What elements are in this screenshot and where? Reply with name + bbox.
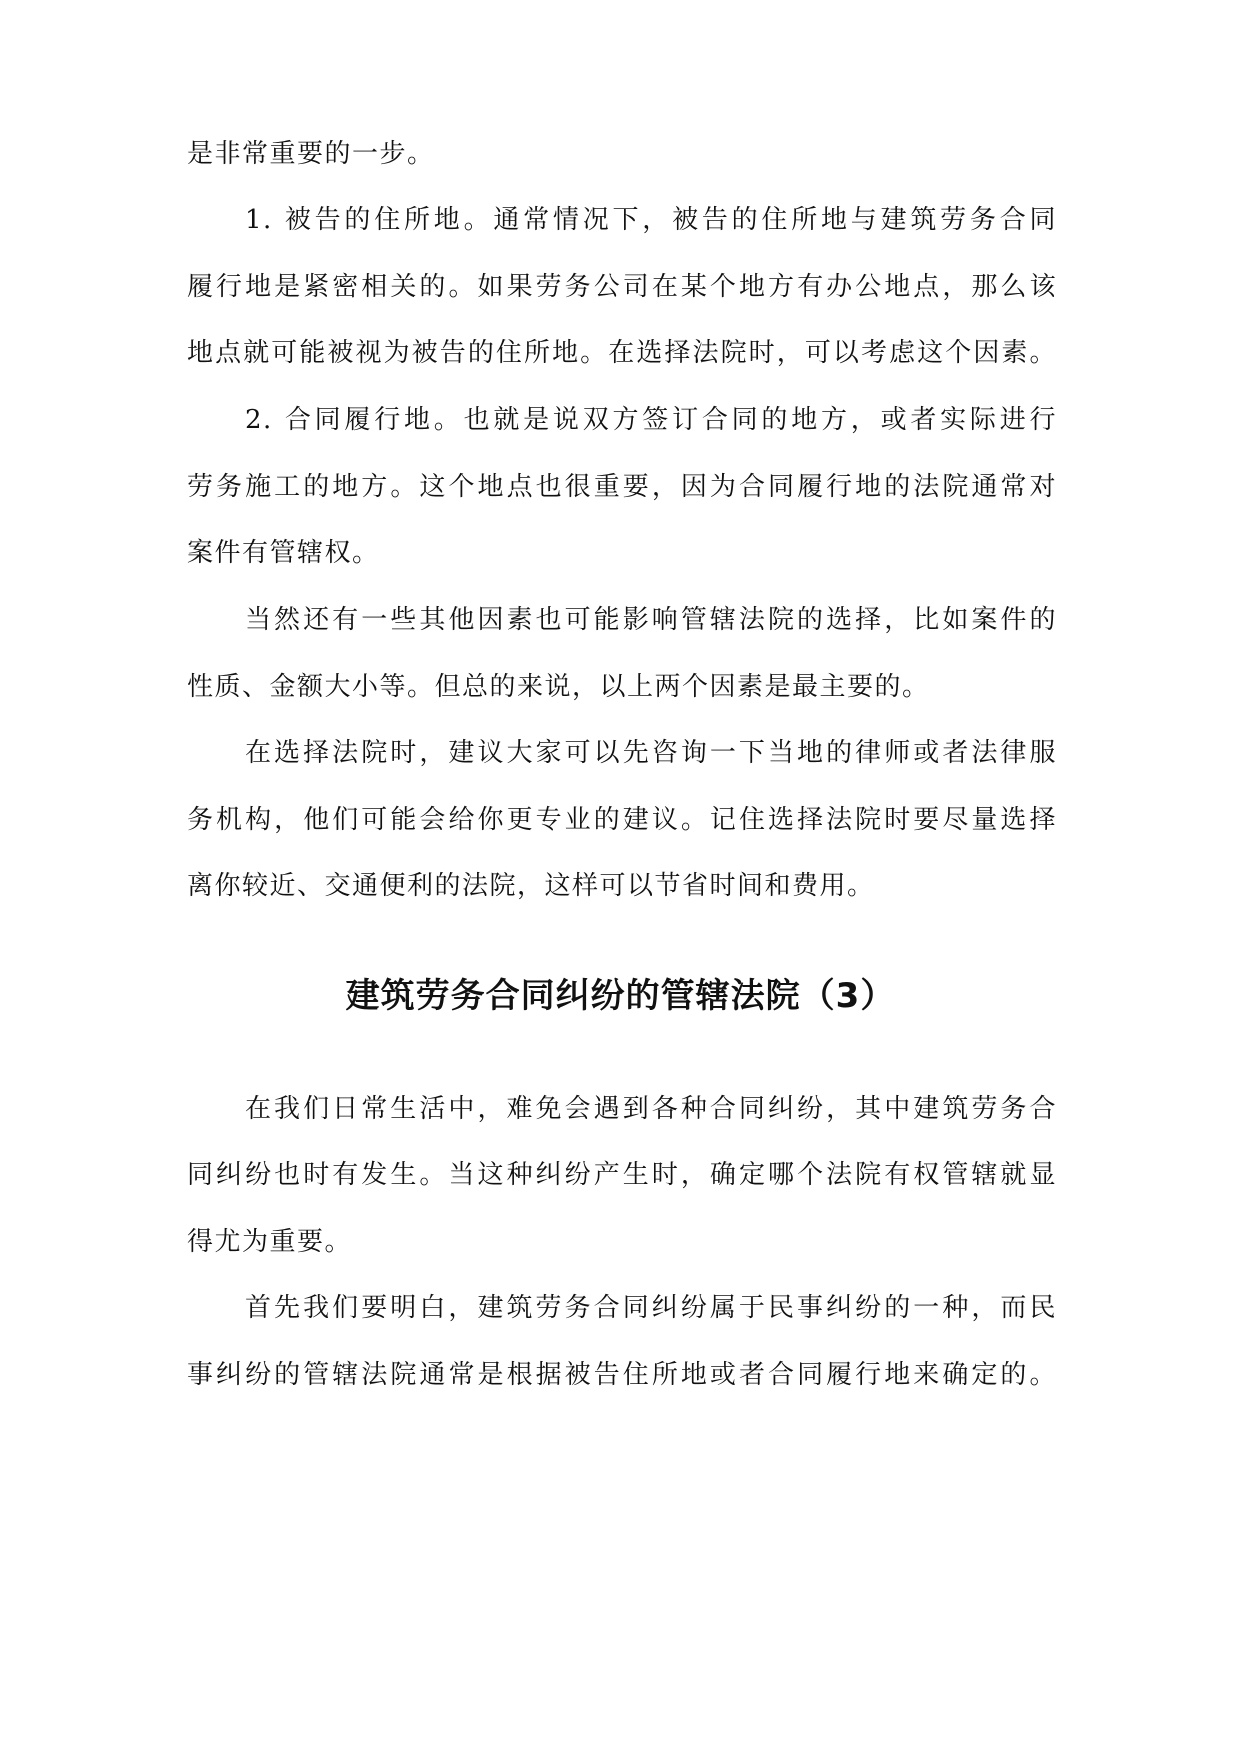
paragraph-line: 事纠纷的管辖法院通常是根据被告住所地或者合同履行地来确定的。 [187,1360,1057,1390]
list-item-line: 地点就可能被视为被告的住所地。在选择法院时，可以考虑这个因素。 [187,338,1057,368]
paragraph-line: 当然还有一些其他因素也可能影响管辖法院的选择，比如案件的 [245,605,1057,635]
paragraph-line: 是非常重要的一步。 [187,139,435,169]
list-item-line: 劳务施工的地方。这个地点也很重要，因为合同履行地的法院通常对 [187,472,1057,502]
list-item-line: 2. 合同履行地。也就是说双方签订合同的地方，或者实际进行 [245,405,1057,435]
list-item-line: 1. 被告的住所地。通常情况下，被告的住所地与建筑劳务合同 [245,205,1057,235]
paragraph-line: 得尤为重要。 [187,1227,353,1257]
paragraph-line: 务机构，他们可能会给你更专业的建议。记住选择法院时要尽量选择 [187,805,1057,835]
paragraph-line: 性质、金额大小等。但总的来说，以上两个因素是最主要的。 [187,672,930,702]
paragraph-line: 同纠纷也时有发生。当这种纠纷产生时，确定哪个法院有权管辖就显 [187,1160,1057,1190]
paragraph-line: 在我们日常生活中，难免会遇到各种合同纠纷，其中建筑劳务合 [245,1094,1057,1124]
paragraph-line: 首先我们要明白，建筑劳务合同纠纷属于民事纠纷的一种，而民 [245,1293,1057,1323]
paragraph-line: 离你较近、交通便利的法院，这样可以节省时间和费用。 [187,871,875,901]
list-item-line: 案件有管辖权。 [187,538,380,568]
list-item-line: 履行地是紧密相关的。如果劳务公司在某个地方有办公地点，那么该 [187,272,1057,302]
section-heading: 建筑劳务合同纠纷的管辖法院（3） [345,976,896,1016]
paragraph-line: 在选择法院时，建议大家可以先咨询一下当地的律师或者法律服 [245,738,1057,768]
